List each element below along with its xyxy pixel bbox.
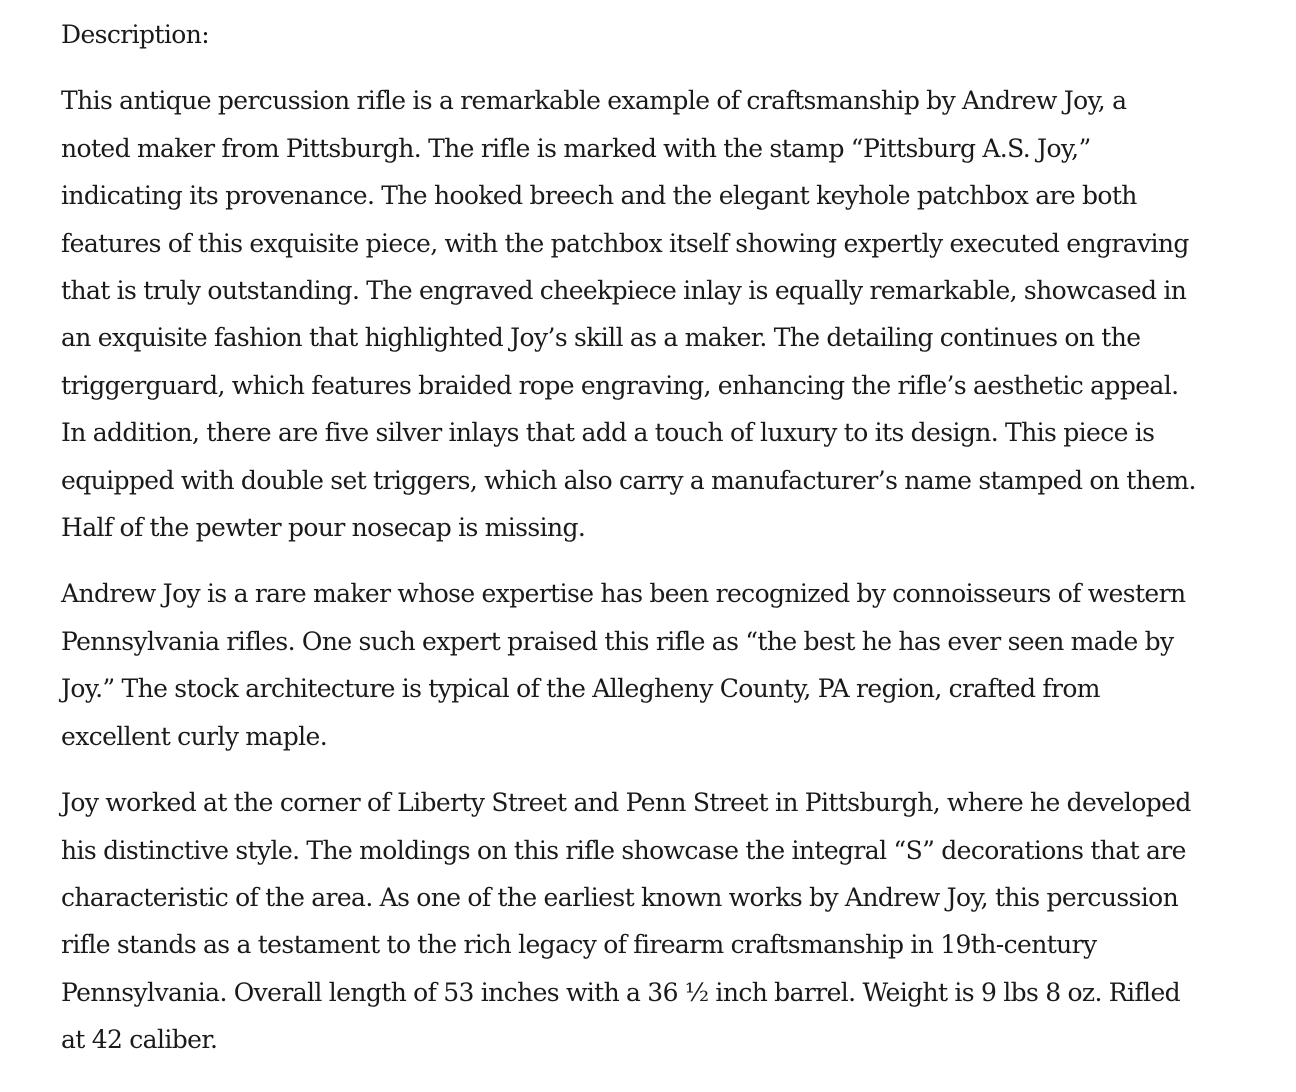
description-section bbox=[61, 11, 1201, 1083]
description-label: Description: bbox=[61, 20, 210, 49]
description-paragraph-1: This antique percussion rifle is a remarkable example of craftsmanship by Andrew Joy, a noted maker from Pittsburgh. The rifle is marked with the stamp “Pittsburg A.S. Joy,” indicating its provenance. The hooked breech and the elegant keyhole patchbox are both features of this exquisite piece, with the patchbox itself showing expertly executed engraving that is truly outstanding. The engraved cheekpiece inlay is equally remarkable, showcased in an exquisite fashion that highlighted Joy’s skill as a maker. The detailing continues on the triggerguard, which features braided rope engraving, enhancing the rifle’s aesthetic appeal. In addition, there are five silver inlays that add a touch of luxury to its design. This piece is equipped with double set triggers, which also carry a manufacturer’s name stamped on them. Half of the pewter pour nosecap is missing. bbox=[61, 86, 1196, 543]
description-paragraph-2: Andrew Joy is a rare maker whose expertise has been recognized by connoisseurs of western Pennsylvania rifles. One such expert praised this rifle as “the best he has ever seen made by Joy.” The stock architecture is typical of the Allegheny County, PA region, crafted from excellent curly maple. bbox=[61, 579, 1186, 751]
description-paragraph-3: Joy worked at the corner of Liberty Street and Penn Street in Pittsburgh, where he developed his distinctive style. The moldings on this rifle showcase the integral “S” decorations that are characteristic of the area. As one of the earliest known works by Andrew Joy, this percussion rifle stands as a testament to the rich legacy of firearm craftsmanship in 19th-century Pennsylvania. Overall length of 53 inches with a 36 ½ inch barrel. Weight is 9 lbs 8 oz. Rifled at 42 caliber. bbox=[61, 788, 1191, 1055]
